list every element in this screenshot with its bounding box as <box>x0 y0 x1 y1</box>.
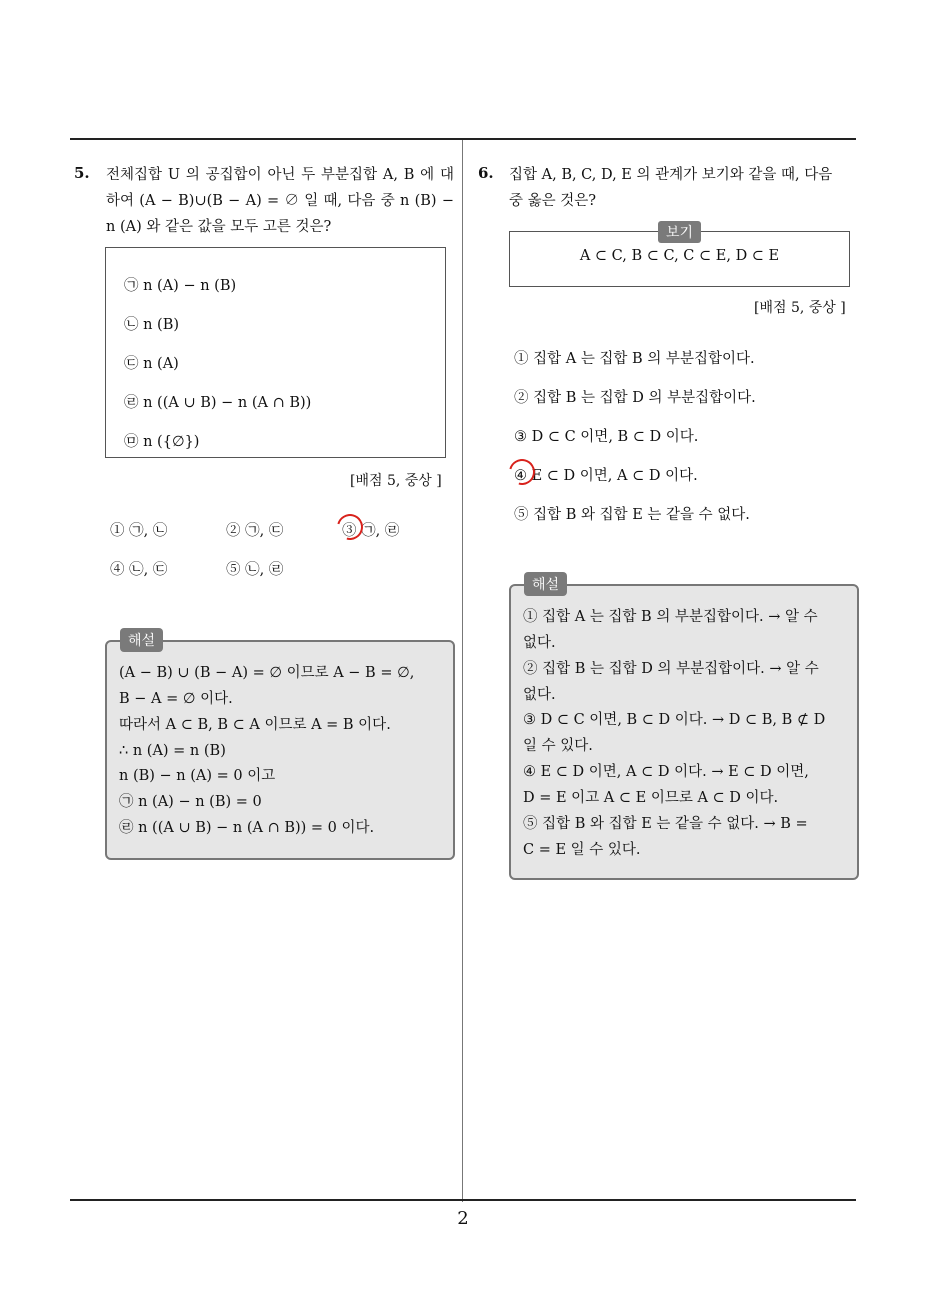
q6-choice-2[interactable]: ② 집합 B 는 집합 D 의 부분집합이다. <box>514 390 756 406</box>
bottom-rule <box>70 1199 856 1201</box>
column-divider <box>462 140 463 1202</box>
q5-number: 5. <box>74 164 90 182</box>
q5-choice-4[interactable]: ④ ㉡, ㉢ <box>110 562 168 578</box>
q6-solution-line-7: ④ E ⊂ D 이면, A ⊂ D 이다. → E ⊂ D 이면, <box>523 764 809 780</box>
q6-solution-line-9: ⑤ 집합 B 와 집합 E 는 같을 수 없다. → B = <box>523 816 808 832</box>
q5-items-box <box>105 247 446 458</box>
page-number: 2 <box>457 1208 469 1229</box>
q6-choice-4[interactable]: ④ E ⊂ D 이면, A ⊂ D 이다. <box>514 468 698 484</box>
q6-view-label: 보기 <box>658 221 701 243</box>
q6-solution-line-10: C = E 일 수 있다. <box>523 842 641 858</box>
q5-solution-line-6: ㉠ n (A) − n (B) = 0 <box>119 794 262 810</box>
q5-solution-line-3: 따라서 A ⊂ B, B ⊂ A 이므로 A = B 이다. <box>119 717 391 733</box>
q5-solution-box <box>105 640 455 860</box>
q5-item-4: ㉣ n ((A ∪ B) − n (A ∩ B)) <box>124 395 312 411</box>
q5-choice-5[interactable]: ⑤ ㉡, ㉣ <box>226 562 284 578</box>
q6-number: 6. <box>478 164 494 182</box>
q6-text-line-1: 집합 A, B, C, D, E 의 관계가 보기와 같을 때, 다음 <box>509 167 833 183</box>
q5-item-3: ㉢ n (A) <box>124 356 179 372</box>
q5-solution-line-7: ㉣ n ((A ∪ B) − n (A ∩ B)) = 0 이다. <box>119 820 375 836</box>
q5-choice-1[interactable]: ① ㉠, ㉡ <box>110 523 168 539</box>
q5-points: [배점 5, 중상 ] <box>350 473 442 489</box>
q5-solution-line-5: n (B) − n (A) = 0 이고 <box>119 768 276 784</box>
q6-solution-line-2: 없다. <box>523 635 556 651</box>
top-rule <box>70 138 856 140</box>
q5-choice-2[interactable]: ② ㉠, ㉢ <box>226 523 284 539</box>
q6-solution-line-4: 없다. <box>523 687 556 703</box>
q5-solution-line-4: ∴ n (A) = n (B) <box>119 743 226 759</box>
q6-solution-box <box>509 584 859 880</box>
q6-solution-line-6: 일 수 있다. <box>523 738 593 754</box>
q6-choice-5[interactable]: ⑤ 집합 B 와 집합 E 는 같을 수 없다. <box>514 507 750 523</box>
q5-solution-label: 해설 <box>120 628 163 652</box>
q6-choice-3[interactable]: ③ D ⊂ C 이면, B ⊂ D 이다. <box>514 429 699 445</box>
q6-solution-line-5: ③ D ⊂ C 이면, B ⊂ D 이다. → D ⊂ B, B ⊄ D <box>523 712 826 728</box>
q6-text-line-2: 중 옳은 것은? <box>509 193 597 209</box>
q5-item-5: ㉤ n ({∅}) <box>124 434 200 450</box>
q6-solution-line-3: ② 집합 B 는 집합 D 의 부분집합이다. → 알 수 <box>523 661 819 677</box>
q5-choice-3[interactable]: ③ ㉠, ㉣ <box>342 523 400 539</box>
q5-solution-line-1: (A − B) ∪ (B − A) = ∅ 이므로 A − B = ∅, <box>119 665 415 681</box>
q6-view-content: A ⊂ C, B ⊂ C, C ⊂ E, D ⊂ E <box>579 248 780 264</box>
q5-solution-line-2: B − A = ∅ 이다. <box>119 691 233 707</box>
q6-points: [배점 5, 중상 ] <box>754 300 846 316</box>
q6-solution-line-8: D = E 이고 A ⊂ E 이므로 A ⊂ D 이다. <box>523 790 779 806</box>
q5-item-1: ㉠ n (A) − n (B) <box>124 278 237 294</box>
q6-choice-1[interactable]: ① 집합 A 는 집합 B 의 부분집합이다. <box>514 351 755 367</box>
q5-text: 전체집합 U 의 공집합이 아닌 두 부분집합 A, B 에 대하여 (A − B)∪(B − A) = ∅ 일 때, 다음 중 n (B) − n (A) 와 같은 값을 모두 고른 것은? <box>106 167 454 235</box>
q6-solution-line-1: ① 집합 A 는 집합 B 의 부분집합이다. → 알 수 <box>523 609 818 625</box>
q6-solution-label: 해설 <box>524 572 567 596</box>
q5-item-2: ㉡ n (B) <box>124 317 180 333</box>
